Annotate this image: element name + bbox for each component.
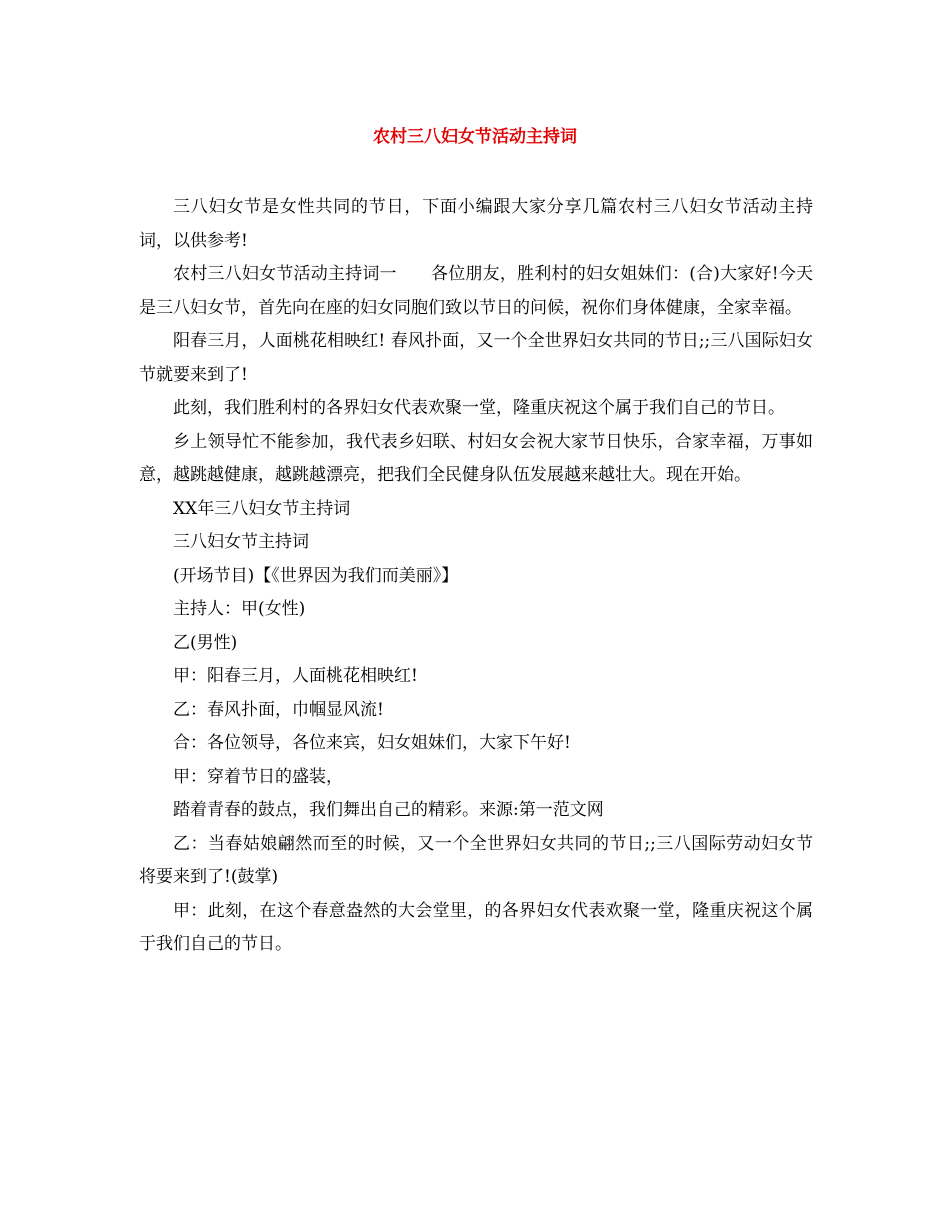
paragraph-intro: 三八妇女节是女性共同的节日，下面小编跟大家分享几篇农村三八妇女节活动主持词，以供参考! — [139, 197, 813, 251]
paragraph-8: 主持人：甲(女性) — [173, 599, 306, 619]
paragraph-7: (开场节目)【《世界因为我们而美丽》】 — [173, 565, 459, 586]
paragraph-5: XX年三八妇女节主持词 — [173, 498, 351, 519]
paragraph-14: 踏着青春的鼓点，我们舞出自己的精彩。来源:第一范文网 — [173, 800, 604, 820]
document-body — [139, 191, 813, 962]
paragraph-2: 阳春三月，人面桃花相映红! 春风扑面，又一个全世界妇女共同的节日;;三八国际妇女节就要来到了! — [139, 331, 813, 385]
paragraph-15: 乙：当春姑娘翩然而至的时候，又一个全世界妇女共同的节日;;三八国际劳动妇女节将要来到了!(鼓掌) — [139, 833, 813, 887]
paragraph-11: 乙：春风扑面，巾帼显风流! — [173, 699, 384, 720]
paragraph-16: 甲：此刻，在这个春意盎然的大会堂里，的各界妇女代表欢聚一堂，隆重庆祝这个属于我们自己的节日。 — [139, 900, 813, 954]
paragraph-9: 乙(男性) — [173, 632, 238, 653]
paragraph-3: 此刻，我们胜利村的各界妇女代表欢聚一堂，隆重庆祝这个属于我们自己的节日。 — [173, 398, 785, 418]
paragraph-10: 甲：阳春三月，人面桃花相映红! — [173, 666, 418, 686]
paragraph-12: 合：各位领导，各位来宾，妇女姐妹们，大家下午好! — [173, 733, 571, 753]
paragraph-13: 甲：穿着节日的盛装， — [173, 766, 343, 787]
paragraph-1 — [139, 258, 813, 325]
paragraph-6: 三八妇女节主持词 — [173, 532, 309, 552]
paragraph-1-heading: 农村三八妇女节活动主持词一 — [173, 264, 397, 284]
paragraph-4: 乡上领导忙不能参加，我代表乡妇联、村妇女会祝大家节日快乐，合家幸福，万事如意，越跳越健康，越跳越漂亮，把我们全民健身队伍发展越来越壮大。现在开始。 — [139, 431, 813, 485]
document-title: 农村三八妇女节活动主持词 — [373, 127, 577, 147]
paragraph-1-text: 各位朋友，胜利村的妇女姐妹们：(合)大家好!今天是三八妇女节，首先向在座的妇女同胞们致以节日的问候，祝你们身体健康，全家幸福。 — [139, 264, 813, 318]
